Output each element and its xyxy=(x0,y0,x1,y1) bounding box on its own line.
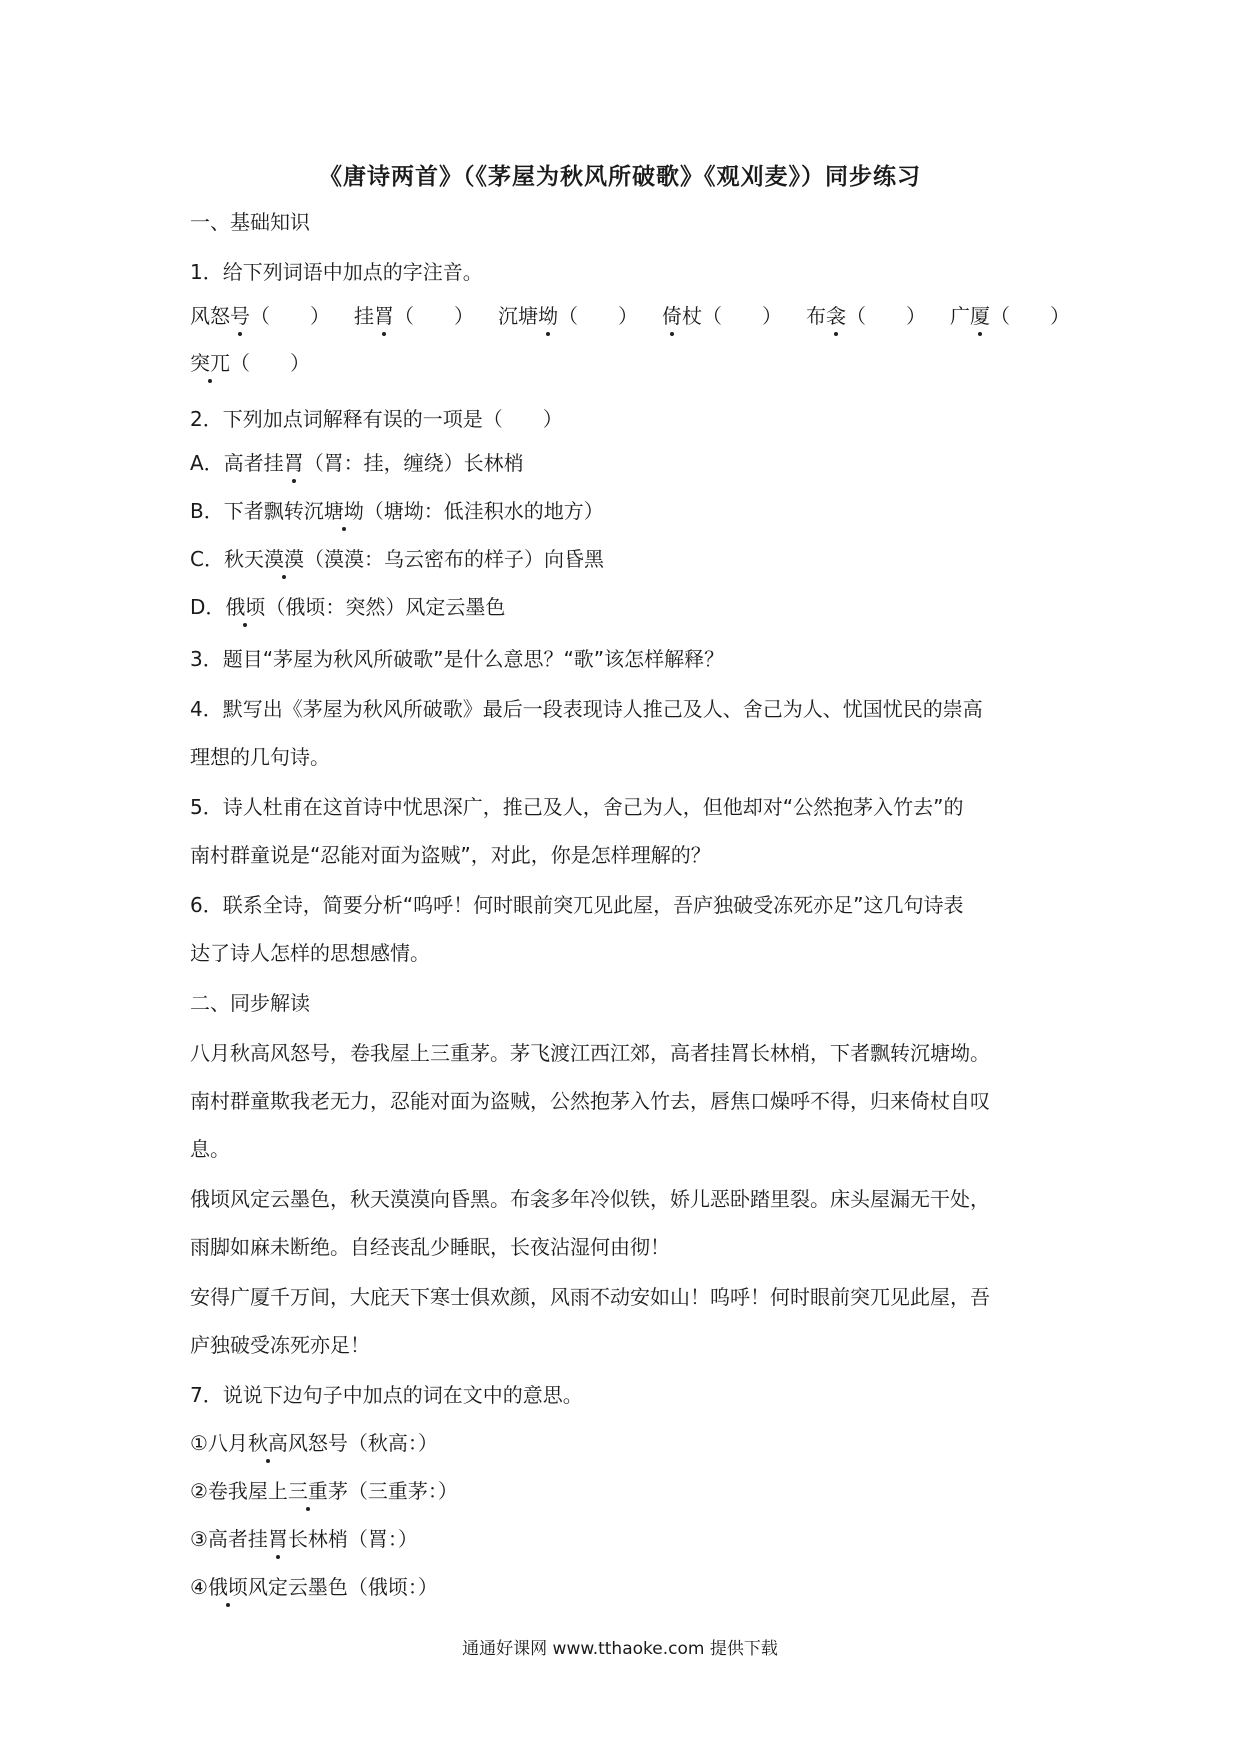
question-5-line-1: 5．诗人杜甫在这首诗中忧思深广，推己及人，舍己为人，但他却对“公然抱茅入竹去”的 xyxy=(190,795,964,819)
poem-line: 雨脚如麻未断绝。自经丧乱少睡眠，长夜沾湿何由彻！ xyxy=(190,1235,670,1259)
dotted-char: 三重 xyxy=(287,1479,328,1503)
question-2-prompt: 2．下列加点词解释有误的一项是（ ） xyxy=(190,407,563,431)
question-6-line-2: 达了诗人怎样的思想感情。 xyxy=(190,941,430,965)
dotted-char: 俄顷 xyxy=(225,595,266,619)
dotted-char: 倚 xyxy=(662,304,682,328)
question-7-item: ①八月秋高风怒号（秋高：） xyxy=(190,1431,438,1455)
dotted-char: 罥 xyxy=(374,304,394,328)
question-1-words-row-2: 突兀（ ） xyxy=(190,351,310,375)
question-7-prompt: 7．说说下边句子中加点的词在文中的意思。 xyxy=(190,1383,583,1407)
poem-line: 八月秋高风怒号，卷我屋上三重茅。茅飞渡江西江郊，高者挂罥长林梢，下者飘转沉塘坳。 xyxy=(190,1041,990,1065)
poem-line: 俄顷风定云墨色，秋天漠漠向昏黑。布衾多年冷似铁，娇儿恶卧踏里裂。床头屋漏无干处， xyxy=(190,1187,990,1211)
poem-line: 南村群童欺我老无力，忍能对面为盗贼，公然抱茅入竹去，唇焦口燥呼不得，归来倚杖自叹 xyxy=(190,1089,990,1113)
dotted-char: 突兀 xyxy=(190,351,230,375)
dotted-char: 漠漠 xyxy=(263,547,304,571)
poem-line: 庐独破受冻死亦足！ xyxy=(190,1333,370,1357)
dotted-char: 秋高 xyxy=(247,1431,288,1455)
dotted-char: 坳 xyxy=(538,304,558,328)
question-2-option-a: A．高者挂罥（罥：挂，缠绕）长林梢 xyxy=(190,451,524,475)
question-7-item: ④俄顷风定云墨色（俄顷：） xyxy=(190,1575,438,1599)
section-heading-reading: 二、同步解读 xyxy=(190,991,310,1015)
question-2-option-b: B．下者飘转沉塘坳（塘坳：低洼积水的地方） xyxy=(190,499,604,523)
question-2-option-c: C．秋天漠漠（漠漠：乌云密布的样子）向昏黑 xyxy=(190,547,604,571)
question-7-item: ②卷我屋上三重茅（三重茅：） xyxy=(190,1479,458,1503)
question-2-option-d: D．俄顷（俄顷：突然）风定云墨色 xyxy=(190,595,506,619)
question-4-line-1: 4．默写出《茅屋为秋风所破歌》最后一段表现诗人推己及人、舍己为人、忧国忧民的崇高 xyxy=(190,697,983,721)
question-1-words-row xyxy=(190,302,1070,330)
word-item: 广厦（ ） xyxy=(950,304,1070,328)
question-4-line-2: 理想的几句诗。 xyxy=(190,745,330,769)
section-heading-basic: 一、基础知识 xyxy=(190,210,310,234)
word-item: 挂罥（ ） xyxy=(354,304,474,328)
question-6-line-1: 6．联系全诗，简要分析“呜呼！何时眼前突兀见此屋，吾庐独破受冻死亦足”这几句诗表 xyxy=(190,893,964,917)
dotted-char: 俄顷 xyxy=(207,1575,248,1599)
question-5-line-2: 南村群童说是“忍能对面为盗贼”，对此，你是怎样理解的？ xyxy=(190,843,711,867)
question-1-prompt: 1．给下列词语中加点的字注音。 xyxy=(190,260,483,284)
dotted-char: 罥 xyxy=(267,1527,288,1551)
poem-line: 息。 xyxy=(190,1137,230,1161)
word-item: 倚杖（ ） xyxy=(662,304,782,328)
dotted-char: 号 xyxy=(230,304,250,328)
question-3: 3．题目“茅屋为秋风所破歌”是什么意思？“歌”该怎样解释？ xyxy=(190,647,725,671)
dotted-char: 厦 xyxy=(970,304,990,328)
poem-line: 安得广厦千万间，大庇天下寒士俱欢颜，风雨不动安如山！呜呼！何时眼前突兀见此屋，吾 xyxy=(190,1285,990,1309)
dotted-char: 罥 xyxy=(283,451,304,475)
word-item: 沉塘坳（ ） xyxy=(498,304,638,328)
word-item: 风怒号（ ） xyxy=(190,304,330,328)
dotted-char: 衾 xyxy=(826,304,846,328)
page-title: 《唐诗两首》（《茅屋为秋风所破歌》《观刈麦》）同步练习 xyxy=(319,164,921,190)
dotted-char: 塘坳 xyxy=(323,499,364,523)
word-item: 布衾（ ） xyxy=(806,304,926,328)
question-7-item: ③高者挂罥长林梢（罥：） xyxy=(190,1527,418,1551)
page-footer: 通通好课网 www.tthaoke.com 提供下载 xyxy=(462,1639,778,1659)
